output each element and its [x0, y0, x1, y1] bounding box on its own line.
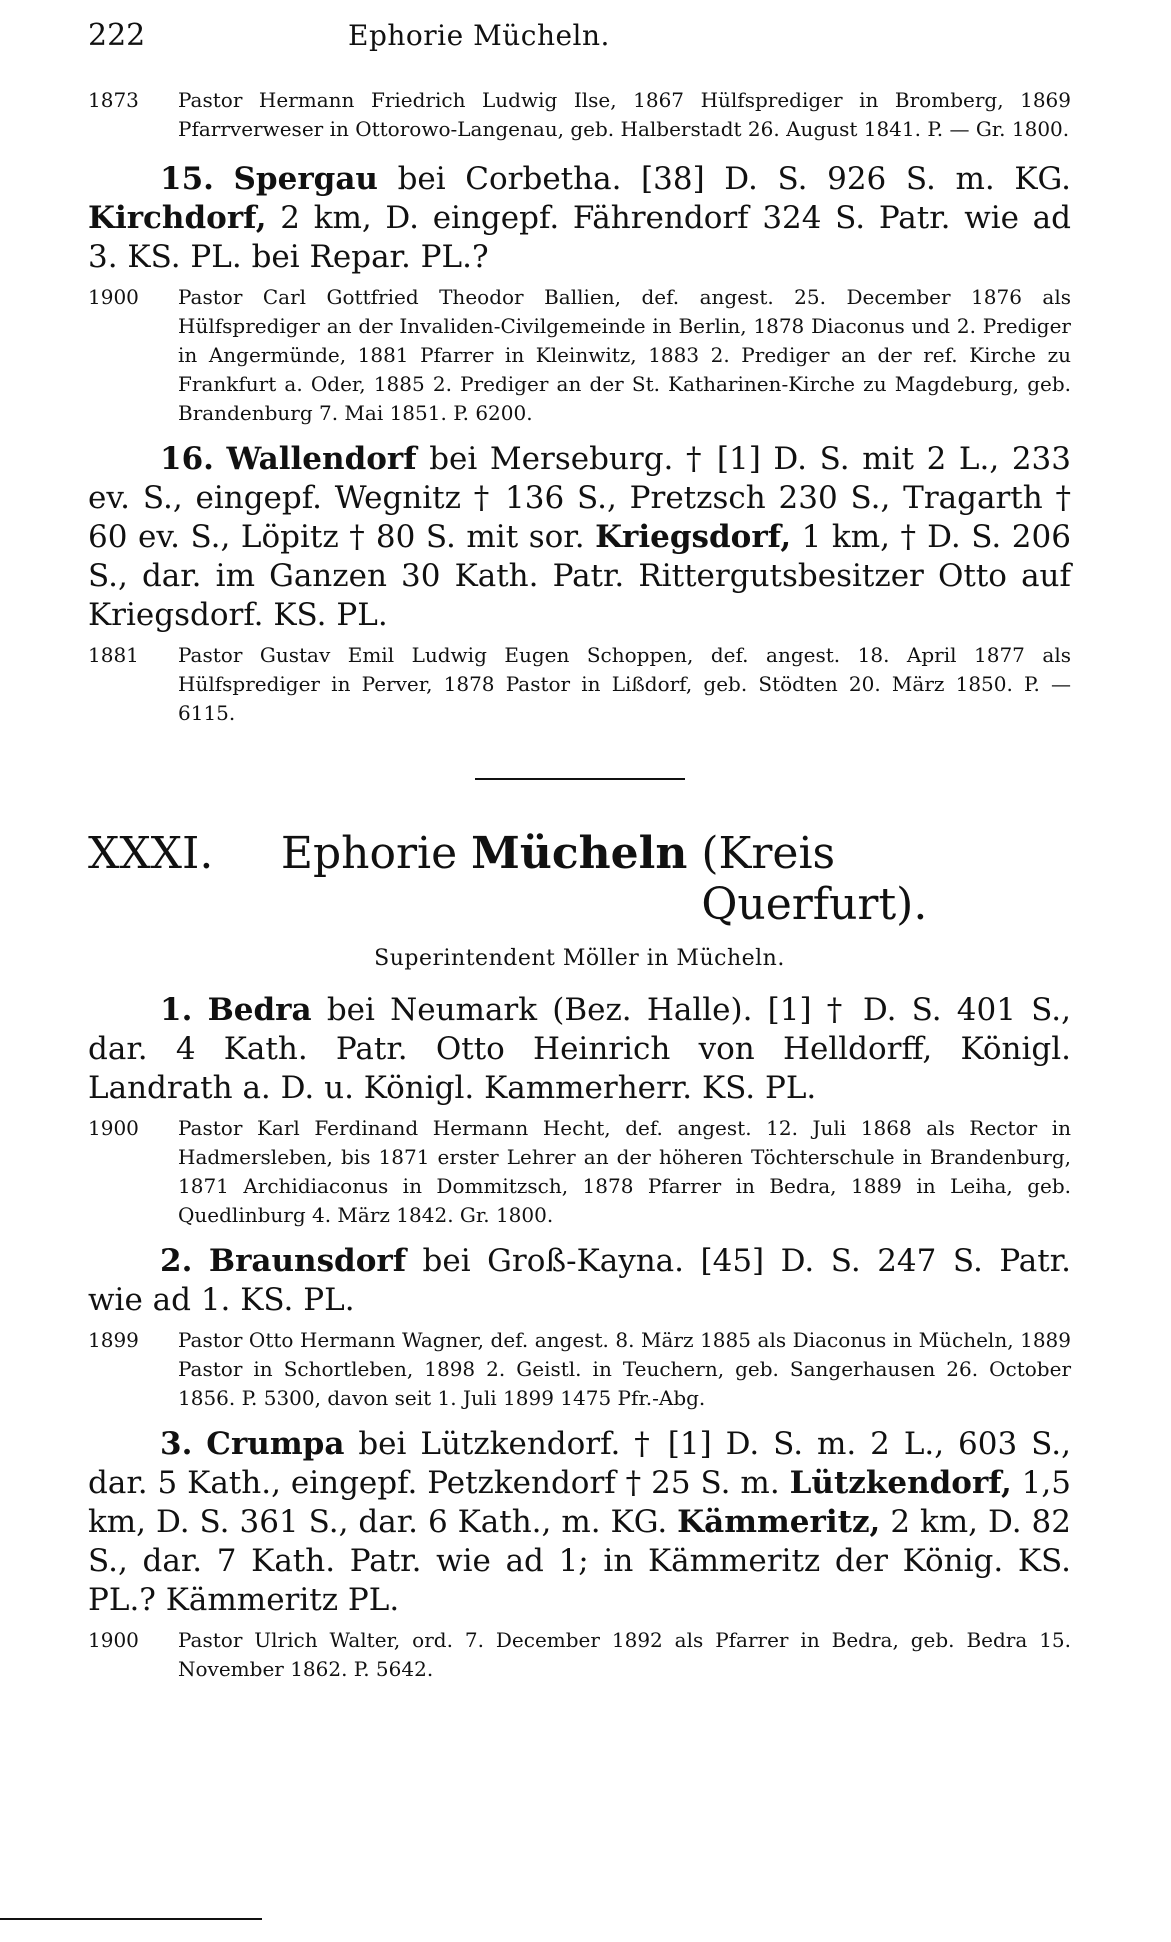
- section-divider: [475, 778, 685, 780]
- parish-place: Bedra: [207, 992, 312, 1028]
- parish-text: bei Groß-Kayna. [45] D. S. 247 S. Patr. wie ad 1. KS. PL.: [88, 1243, 1072, 1318]
- parish-number: 15.: [160, 161, 214, 197]
- pastor-entry: [88, 641, 1071, 728]
- parish-text: bei Neumark (Bez. Halle). [1] † D. S. 401 S., dar. 4 Kath. Patr. Otto Heinrich von Helldorff, Königl. Landrath a. D. u. Königl. Kammerherr. KS. PL.: [88, 992, 1072, 1106]
- parish-entry-bedra: [88, 991, 1071, 1108]
- parish-number: 2.: [160, 1243, 193, 1279]
- parish-number: 3.: [160, 1426, 193, 1462]
- pastor-text: Pastor Otto Hermann Wagner, def. angest. 8. März 1885 als Diaconus in Mücheln, 1889 Pastor in Schortleben, 1898 2. Geistl. in Teuchern, geb. Sangerhausen 26. October 1856. P. 5300, davon seit 1. Juli 1899 1475 Pfr.-Abg.: [178, 1328, 1071, 1410]
- page-number: 222: [88, 18, 146, 53]
- parish-text-cont: 1,5 km, D. S. 361 S., dar. 6 Kath., m. KG.: [88, 1465, 1071, 1540]
- pastor-text: Pastor Gustav Emil Ludwig Eugen Schoppen, def. angest. 18. April 1877 als Hülfsprediger in Perver, 1878 Pastor in Lißdorf, geb. Stödten 20. März 1850. P. — 6115.: [178, 643, 1071, 725]
- pastor-text: Pastor Carl Gottfried Theodor Ballien, def. angest. 25. December 1876 als Hülfsprediger an der Invaliden-Civilgemeinde in Berlin, 1878 Diaconus und 2. Prediger in Angermünde, 1881 Pfarrer in Kleinwitz, 1883 2. Prediger an der ref. Kirche zu Frankfurt a. Oder, 1885 2. Prediger an der St. Katharinen-Kirche zu Magdeburg, geb. Brandenburg 7. Mai 1851. P. 6200.: [178, 285, 1071, 425]
- parish-number: 1.: [160, 992, 193, 1028]
- parish-text: bei Merseburg. † [1] D. S. mit 2 L., 233 ev. S., eingepf. Wegnitz † 136 S., Pretzsch 230 S., Tragarth † 60 ev. S., Löpitz † 80 S. mit sor.: [88, 441, 1071, 555]
- superintendent-line: Superintendent Möller in Mücheln.: [374, 946, 785, 971]
- section-heading: [88, 828, 1071, 930]
- section-ephorie: Ephorie: [280, 828, 458, 879]
- pastor-entry: [88, 283, 1071, 428]
- parish-text: bei Lützkendorf. † [1] D. S. m. 2 L., 603 S., dar. 5 Kath., eingepf. Petzkendorf † 25 S. m.: [88, 1426, 1071, 1501]
- parish-text-cont-2: 2 km, D. 82 S., dar. 7 Kath. Patr. wie ad 1; in Kämmeritz der König. KS. PL.? Kämmeritz PL.: [88, 1504, 1071, 1618]
- parish-place: Spergau: [233, 161, 378, 197]
- parish-subplace: Lützkendorf,: [789, 1465, 1012, 1501]
- parish-entry-braunsdorf: [88, 1242, 1071, 1320]
- pastor-entry: [88, 86, 1071, 144]
- pastor-year: 1900: [88, 1116, 139, 1140]
- parish-place: Braunsdorf: [208, 1243, 407, 1279]
- pastor-entry: [88, 1626, 1071, 1684]
- pastor-year: 1881: [88, 643, 139, 667]
- pastor-year: 1900: [88, 285, 139, 309]
- page-header: [88, 18, 1071, 78]
- pastor-text: Pastor Ulrich Walter, ord. 7. December 1892 als Pfarrer in Bedra, geb. Bedra 15. November 1862. P. 5642.: [178, 1628, 1071, 1681]
- section-kreis: (Kreis Querfurt).: [701, 828, 928, 930]
- parish-subplace: Kirchdorf,: [88, 200, 267, 236]
- parish-subplace: Kriegsdorf,: [595, 519, 792, 555]
- pastor-text: Pastor Karl Ferdinand Hermann Hecht, def. angest. 12. Juli 1868 als Rector in Hadmersleben, bis 1871 erster Lehrer an der höheren Töchterschule in Brandenburg, 1871 Archidiaconus in Dommitzsch, 1878 Pfarrer in Bedra, 1889 in Leiha, geb. Quedlinburg 4. März 1842. Gr. 1800.: [178, 1116, 1071, 1227]
- parish-entry-wallendorf: [88, 440, 1071, 635]
- pastor-text: Pastor Hermann Friedrich Ludwig Ilse, 1867 Hülfsprediger in Bromberg, 1869 Pfarrverweser in Ottorowo-Langenau, geb. Halberstadt 26. August 1841. P. — Gr. 1800.: [178, 88, 1071, 141]
- parish-text: bei Corbetha. [38] D. S. 926 S. m. KG.: [397, 161, 1071, 197]
- running-title: Ephorie Mücheln.: [348, 19, 610, 52]
- section-name: Mücheln: [471, 828, 688, 879]
- pastor-entry: [88, 1114, 1071, 1230]
- pastor-year: 1873: [88, 88, 139, 112]
- section-number: XXXI.: [88, 828, 214, 879]
- parish-place: Crumpa: [206, 1426, 345, 1462]
- parish-text-cont: 2 km, D. eingepf. Fährendorf 324 S. Patr. wie ad 3. KS. PL. bei Repar. PL.?: [88, 200, 1071, 275]
- parish-number: 16.: [160, 441, 214, 477]
- parish-entry-spergau: [88, 160, 1071, 277]
- pastor-year: 1900: [88, 1628, 139, 1652]
- parish-entry-crumpa: [88, 1425, 1071, 1620]
- parish-place: Wallendorf: [226, 441, 417, 477]
- parish-text-cont: 1 km, † D. S. 206 S., dar. im Ganzen 30 Kath. Patr. Rittergutsbesitzer Otto auf Kriegsdorf. KS. PL.: [88, 519, 1071, 633]
- pastor-year: 1899: [88, 1328, 139, 1352]
- parish-subplace-2: Kämmeritz,: [677, 1504, 881, 1540]
- footnote-rule: [0, 1918, 262, 1920]
- pastor-entry: [88, 1326, 1071, 1413]
